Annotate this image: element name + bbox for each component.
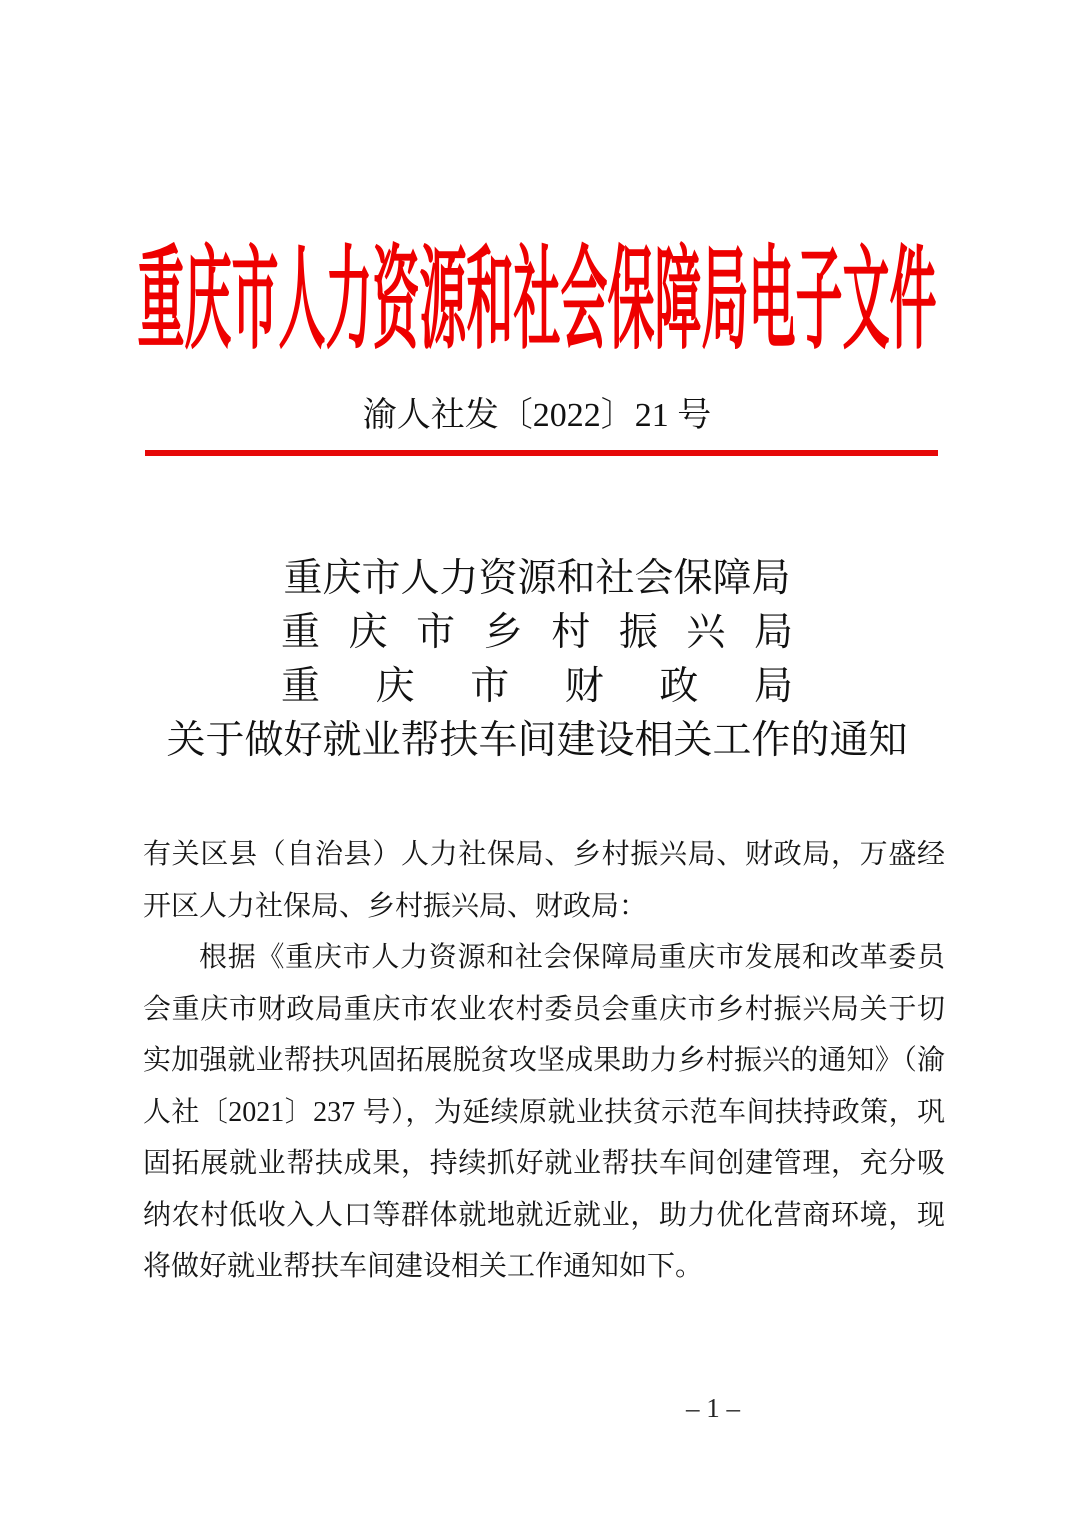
page-number: – 1 – <box>686 1393 740 1423</box>
title-block <box>0 552 1074 768</box>
issuer-line-3: 重 庆 市 财 政 局 <box>281 665 793 708</box>
issuer-line-2-row <box>0 606 1074 660</box>
doc-number: 渝人社发〔2022〕21 号 <box>362 397 712 434</box>
banner <box>0 238 1074 363</box>
red-divider <box>145 450 938 456</box>
notice-subject: 关于做好就业帮扶车间建设相关工作的通知 <box>166 719 908 762</box>
salutation-paragraph: 有关区县（自治县）人力社保局、乡村振兴局、财政局，万盛经开区人力社保局、乡村振兴局、财政局： <box>143 839 945 922</box>
issuer-line-2: 重 庆 市 乡 村 振 兴 局 <box>281 611 793 654</box>
document-body <box>143 829 945 1293</box>
banner-title: 重庆市人力资源和社会保障局电子文件 <box>137 238 937 363</box>
issuer-line-3-row <box>0 660 1074 714</box>
issuer-line-1: 重庆市人力资源和社会保障局 <box>283 557 791 600</box>
main-paragraph: 根据《重庆市人力资源和社会保障局重庆市发展和改革委员会重庆市财政局重庆市农业农村委员会重庆市乡村振兴局关于切实加强就业帮扶巩固拓展脱贫攻坚成果助力乡村振兴的通知》（渝人社〔2021〕237 号），为延续原就业扶贫示范车间扶持政策，巩固拓展就业帮扶成果，持续抓好就业帮扶车间创建管理，充分吸纳农村低收入人口等群体就地就近就业，助力优化营商环境，现将做好就业帮扶车间建设相关工作通知如下。 <box>143 942 945 1282</box>
